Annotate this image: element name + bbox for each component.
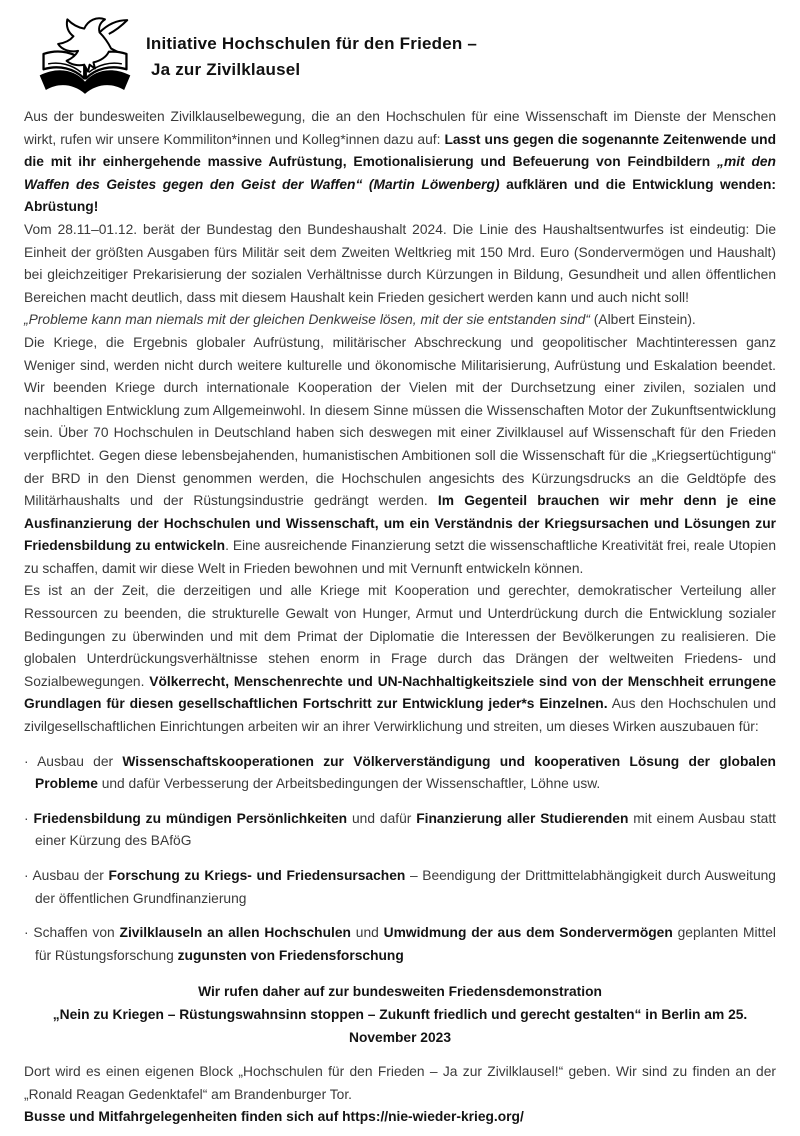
text-segment: mit einem Ausbau statt einer Kürzung des BAföG [35, 810, 776, 849]
text-segment: Aus der bundesweiten Zivilklauselbewegung, die an den Hochschulen für eine Wissenschaft im Dienste der Menschen wirkt, rufen wir unsere Kommiliton*innen und Kolleg*innen dazu auf: [24, 109, 776, 147]
masthead [34, 14, 776, 100]
text-segment: und [350, 925, 384, 941]
text-segment: Es ist an der Zeit, die derzeitigen und alle Kriege mit Kooperation und gerechter, demokratischer Verteilung aller Ressourcen zu beenden, die strukturelle Gewalt von Hunger, Armut und Unterdrückung durch die Entwicklung sozialer Bedingungen zu überwinden und mit dem Primat der Diplomatie die Interessen der Bevölkerungen zu realisieren. Die globalen Unterdrückungsverhältnisse stehen enorm in Frage durch das Drängen der weltweiten Friedens- und Sozialbewegungen. [24, 583, 776, 689]
org-title [146, 31, 477, 84]
text-segment: „mit den Waffen des Geistes gegen den Geist der Waffen“ (Martin Löwenberg) [24, 154, 776, 192]
text-segment: . Eine ausreichende Finanzierung setzt die wissenschaftliche Kreativität frei, reale Utopien zu schaffen, damit wir diese Welt in Frieden bewohnen und mit Vernunft entwickeln können. [24, 538, 776, 576]
wars-paragraph [24, 332, 776, 581]
bullet-civil-clauses [24, 922, 776, 967]
travel-info-line [24, 1106, 776, 1129]
text-segment: zugunsten von Friedensforschung [177, 947, 404, 963]
text-segment: Im Gegenteil brauchen wir mehr denn je eine Ausfinanzierung der Hochschulen und Wissenschaft, um ein Verständnis der Kriegsursachen und Lösungen zur Friedensbildung zu entwickeln [24, 493, 776, 554]
org-title-line2: Ja zur Zivilklausel [151, 60, 301, 79]
text-segment: Finanzierung aller Studierenden [416, 810, 629, 826]
text-segment: Die Kriege, die Ergebnis globaler Aufrüstung, militärischer Abschreckung und geopolitischer Machtinteressen ganz Weniger sind, werden nicht durch weitere kulturelle und ökonomische Militarisierung, Aufrüstung und Eskalation beendet. Wir beenden Kriege durch internationale Kooperation der Vielen mit der Durchsetzung einer zivilen, sozialen und nachhaltigen Entwicklung zum Allgemeinwohl. In diesem Sinne müssen die Wissenschaften Motor der Zukunftsentwicklung sein. Über 70 Hochschulen in Deutschland haben sich deswegen mit einer Zivilklausel auf Wissenschaft für den Frieden verpflichtet. Gegen diese lebensbejahenden, humanistischen Ambitionen soll die Wissenschaft für die „Kriegsertüchtigung“ der BRD in den Dienst genommen werden, die Hochschulen angesichts des Kürzungsdrucks an die Geldtöpfe des Militärhaushalts und der Rüstungsindustrie gedrängt werden. [24, 334, 776, 509]
text-segment: Friedensbildung zu mündigen Persönlichkeiten [33, 810, 348, 826]
bullet-research [24, 865, 776, 910]
text-segment: Dort wird es einen eigenen Block „Hochschulen für den Frieden – Ja zur Zivilklausel!“ geben. Wir sind zu finden an der „Ronald Reagan Gedenktafel“ am Brandenburger Tor. [24, 1064, 776, 1102]
meeting-point-paragraph [24, 1061, 776, 1106]
text-segment: Wissenschaftskooperationen zur Völkerverständigung und kooperativen Lösung der globalen Probleme [35, 753, 776, 792]
text-segment: und dafür Verbesserung der Arbeitsbedingungen der Wissenschaftler, Löhne usw. [97, 776, 601, 792]
text-segment: aufklären und die Entwicklung wenden: Abrüstung! [24, 176, 777, 215]
time-paragraph [24, 580, 776, 738]
text-segment: · Ausbau der [24, 753, 123, 769]
text-segment: „Probleme kann man niemals mit der gleichen Denkweise lösen, mit der sie entstanden sind“ [24, 312, 590, 328]
text-segment: Vom 28.11–01.12. berät der Bundestag den Bundeshaushalt 2024. Die Linie des Haushaltsentwurfes ist eindeutig: Die Einheit der größten Ausgaben fürs Militär seit dem Zweiten Weltkrieg mit 150 Mrd. Euro (Sondervermögen und Haushalt) bei gleichzeitiger Prekarisierung der sozialen Verhältnisse durch Kürzungen in Bildung, Gesundheit und allen öffentlichen Bereichen macht deutlich, dass mit diesem Haushalt kein Frieden gesichert werden kann und auch nicht soll! [24, 221, 776, 305]
text-segment: · [24, 810, 34, 826]
document-body [24, 106, 776, 1129]
text-segment: Völkerrecht, Menschenrechte und UN-Nachhaltigkeitsziele sind von der Menschheit errungene Grundlagen für diesen gesellschaftlichen Fortschritt zur Entwicklung jeder*s Einzelnen. [24, 673, 776, 712]
text-segment: Forschung zu Kriegs- und Friedensursachen [108, 868, 406, 883]
demo-call-line2 [24, 1004, 776, 1049]
dove-over-book-logo-icon [34, 14, 136, 100]
text-segment: Lasst uns gegen die sogenannte Zeitenwende und die mit ihr einhergehende massive Aufrüstung, Emotionalisierung und Befeuerung von Feindbildern [24, 131, 776, 170]
einstein-quote [24, 309, 776, 332]
bullet-peace-education [24, 808, 776, 853]
text-segment: Busse und Mitfahrgelegenheiten finden sich auf https://nie-wieder-krieg.org/ [24, 1109, 524, 1125]
text-segment: Umwidmung der aus dem Sondervermögen [383, 925, 673, 941]
text-segment: geplanten Mittel für Rüstungsforschung [35, 925, 776, 963]
text-segment: Wir rufen daher auf zur bundesweiten Friedensdemonstration [198, 984, 602, 1000]
org-title-line1: Initiative Hochschulen für den Frieden – [146, 33, 478, 53]
demo-call-line1 [24, 981, 776, 1004]
text-segment: „Nein zu Kriegen – Rüstungswahnsinn stoppen – Zukunft friedlich und gerecht gestalten“ in Berlin am 25. November 2023 [52, 1006, 748, 1045]
intro-paragraph [24, 106, 776, 219]
text-segment: · Ausbau der [24, 868, 109, 883]
text-segment: Zivilklauseln an allen Hochschulen [119, 925, 351, 941]
text-segment: und dafür [347, 810, 417, 826]
bullet-science-cooperation [24, 751, 776, 796]
budget-paragraph [24, 219, 776, 309]
text-segment: Aus den Hochschulen und zivilgesellschaftlichen Einrichtungen arbeiten wir an ihrer Verwirklichung und streiten, um dieses Wirken auszubauen für: [24, 696, 776, 735]
text-segment: · Schaffen von [24, 925, 120, 941]
text-segment: (Albert Einstein). [589, 312, 696, 328]
text-segment: – Beendigung der Drittmittelabhängigkeit durch Ausweitung der öffentlichen Grundfinanzierung [35, 868, 776, 906]
